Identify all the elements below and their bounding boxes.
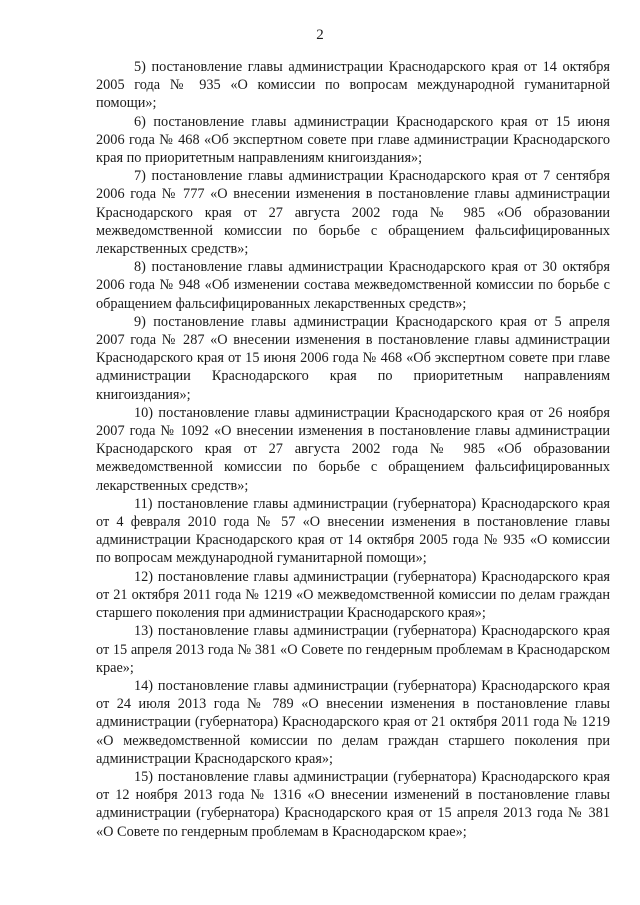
list-item: 13) постановление главы администрации (губернатора) Краснодарского края от 15 апреля 2013 года № 381 «О Совете по гендерным проблемам в Краснодарском крае»; bbox=[96, 623, 610, 676]
list-item: 8) постановление главы администрации Краснодарского края от 30 октября 2006 года № 948 «Об изменении состава межведомственной комиссии по борьбе с обращением фальсифицированных лекарственных средств»; bbox=[96, 259, 610, 312]
list-item: 12) постановление главы администрации (губернатора) Краснодарского края от 21 октября 2011 года № 1219 «О межведомственной комиссии по делам граждан старшего поколения при администрации Краснодарского края»; bbox=[96, 568, 610, 622]
list-item: 15) постановление главы администрации (губернатора) Краснодарского края от 12 ноября 2013 года № 1316 «О внесении изменений в постановление главы администрации (губернатора) Краснодарского края от 15 апреля 2013 года № 381 «О Совете по гендерным проблемам в Краснодарском крае»; bbox=[96, 768, 610, 840]
list-item: 11) постановление главы администрации (губернатора) Краснодарского края от 4 февраля 2010 года № 57 «О внесении изменения в постановление главы администрации Краснодарского края от 14 октября 2005 года № 935 «О комиссии по вопросам международной гуманитарной помощи»; bbox=[96, 495, 610, 567]
list-item: 10) постановление главы администрации Краснодарского края от 26 ноября 2007 года № 1092 «О внесении изменения в постановление главы администрации Краснодарского края от 27 августа 2002 года № 985 «Об образовании межведомственной комиссии по борьбе с обращением фальсифицированных лекарственных средств»; bbox=[96, 404, 610, 494]
list-item: 6) постановление главы администрации Краснодарского края от 15 июня 2006 года № 468 «Об экспертном совете при главе администрации Краснодарского края по приоритетным направлениям книгоиздания»; bbox=[96, 113, 610, 167]
list-item: 14) постановление главы администрации (губернатора) Краснодарского края от 24 июля 2013 года № 789 «О внесении изменения в постановление главы администрации (губернатора) Краснодарского края от 21 октября 2011 года № 1219 «О межведомственной комиссии по делам граждан старшего поколения при администрации Краснодарского края»; bbox=[96, 677, 610, 767]
page-number: 2 bbox=[316, 27, 324, 43]
list-item: 5) постановление главы администрации Краснодарского края от 14 октября 2005 года № 935 «О комиссии по вопросам международной гуманитарной помощи»; bbox=[96, 59, 610, 112]
list-item: 9) постановление главы администрации Краснодарского края от 5 апреля 2007 года № 287 «О внесении изменения в постановление главы администрации Краснодарского края от 15 июня 2006 года № 468 «Об экспертном совете при главе администрации Краснодарского края по приоритетным направлениям книгоиздания»; bbox=[96, 313, 610, 403]
list-item: 7) постановление главы администрации Краснодарского края от 7 сентября 2006 года № 777 «О внесении изменения в постановление главы администрации Краснодарского края от 27 августа 2002 года № 985 «Об образовании межведомственной комиссии по борьбе с обращением фальсифицированных лекарственных средств»; bbox=[96, 168, 610, 258]
document-body bbox=[96, 58, 610, 841]
